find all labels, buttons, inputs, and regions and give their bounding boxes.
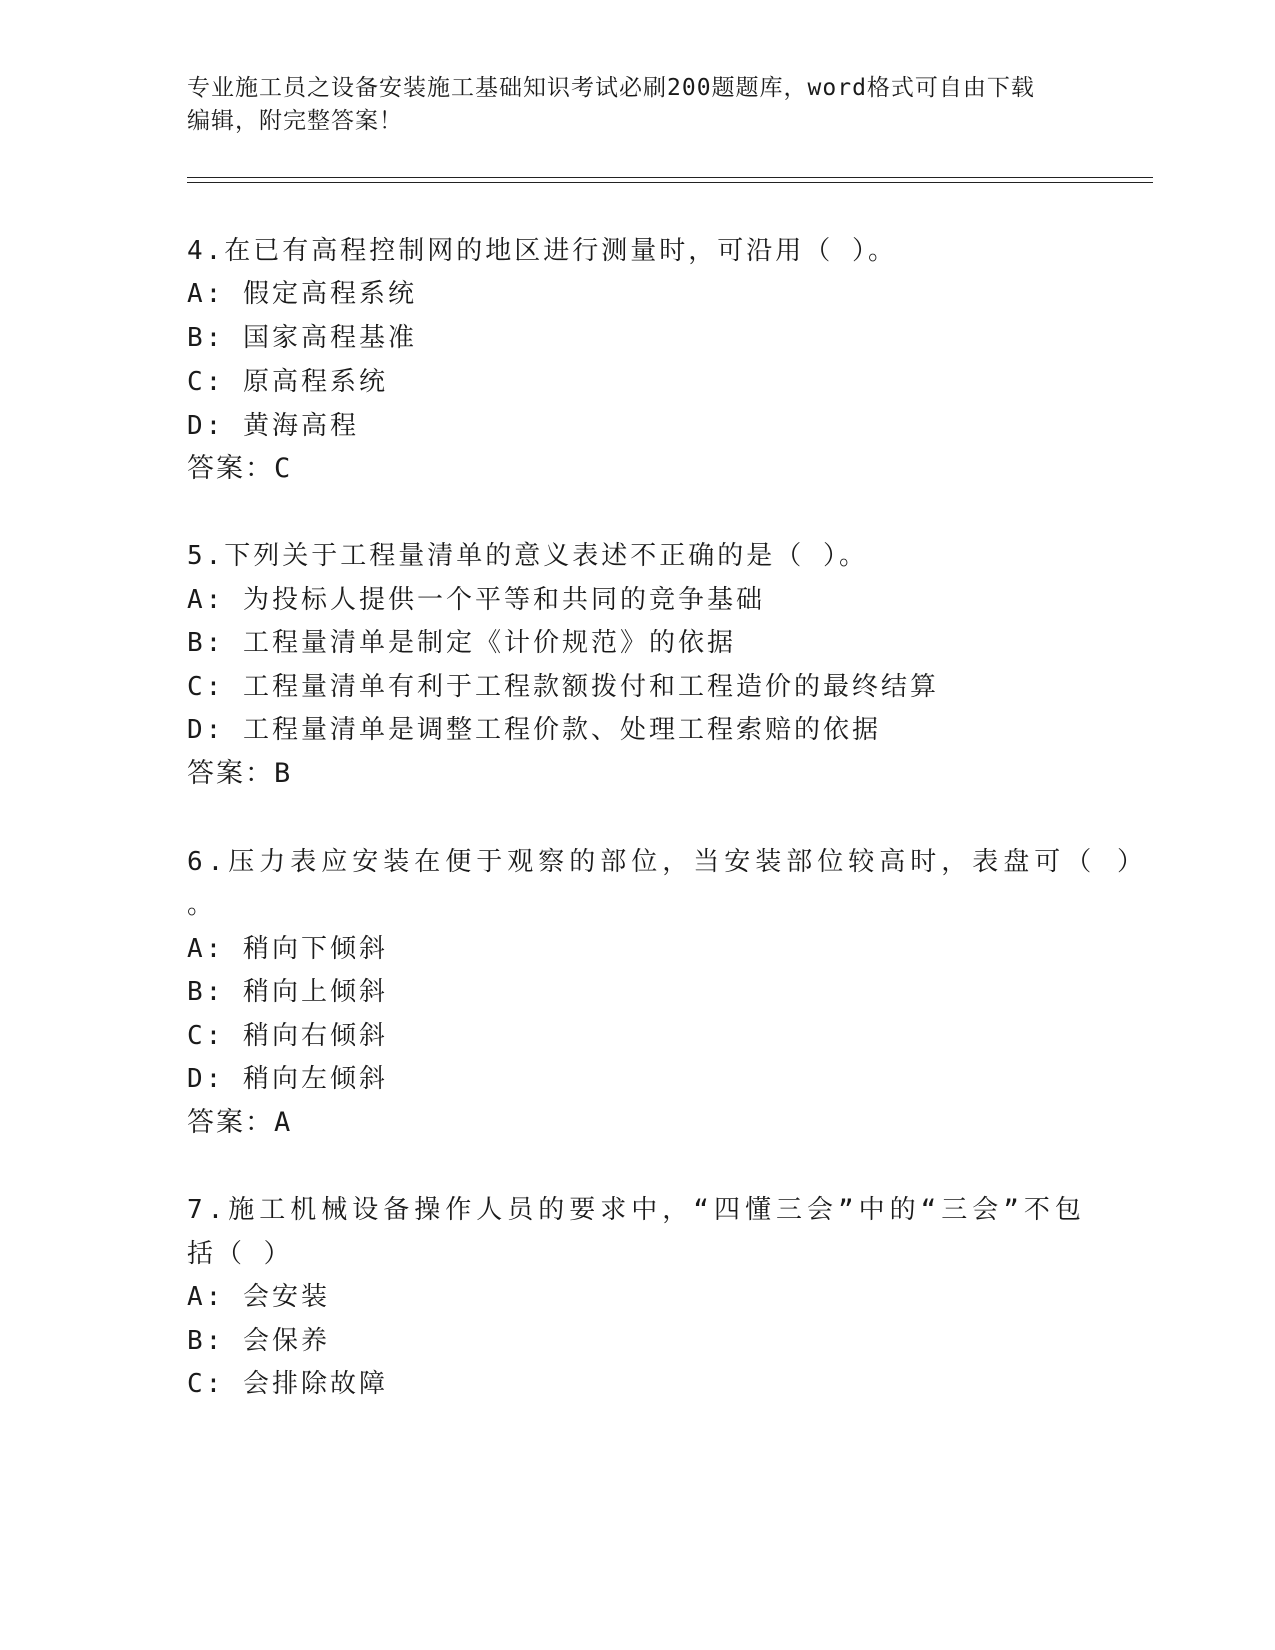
question-4-option-b: B: 国家高程基准 bbox=[187, 323, 417, 353]
question-5-answer bbox=[187, 758, 291, 790]
question-6-stem-line-2: 。 bbox=[187, 890, 217, 920]
question-4-answer bbox=[187, 453, 291, 485]
answer-value: C bbox=[274, 453, 292, 484]
question-5-option-a: A: 为投标人提供一个平等和共同的竞争基础 bbox=[187, 585, 765, 615]
question-5-option-d: D: 工程量清单是调整工程价款、处理工程索赔的依据 bbox=[187, 715, 881, 745]
header-line-2: 编辑，附完整答案！ bbox=[187, 108, 403, 134]
question-4-stem: 4.在已有高程控制网的地区进行测量时，可沿用（ ）。 bbox=[187, 236, 897, 266]
question-6-stem-line-1: 6.压力表应安装在便于观察的部位，当安装部位较高时，表盘可（ ） bbox=[187, 847, 1148, 877]
header-divider-bottom bbox=[187, 182, 1153, 183]
document-header bbox=[187, 72, 1087, 138]
question-5-option-c: C: 工程量清单有利于工程款额拨付和工程造价的最终结算 bbox=[187, 672, 939, 702]
question-7-option-c: C: 会排除故障 bbox=[187, 1369, 388, 1399]
question-7-stem-line-2: 括（ ） bbox=[187, 1239, 293, 1269]
question-4-option-a: A: 假定高程系统 bbox=[187, 279, 417, 309]
answer-label: 答案： bbox=[187, 453, 274, 484]
question-6-option-c: C: 稍向右倾斜 bbox=[187, 1021, 388, 1051]
question-7-option-b: B: 会保养 bbox=[187, 1326, 330, 1356]
answer-value: A bbox=[274, 1107, 292, 1138]
question-6-option-d: D: 稍向左倾斜 bbox=[187, 1064, 388, 1094]
answer-label: 答案： bbox=[187, 1107, 274, 1138]
question-4-option-c: C: 原高程系统 bbox=[187, 367, 388, 397]
answer-value: B bbox=[274, 758, 292, 789]
header-divider-top bbox=[187, 177, 1153, 178]
answer-label: 答案： bbox=[187, 758, 274, 789]
question-4-option-d: D: 黄海高程 bbox=[187, 411, 359, 441]
question-5-option-b: B: 工程量清单是制定《计价规范》的依据 bbox=[187, 628, 736, 658]
question-6-option-a: A: 稍向下倾斜 bbox=[187, 934, 388, 964]
header-line-1: 专业施工员之设备安装施工基础知识考试必刷200题题库，word格式可自由下载 bbox=[187, 75, 1035, 101]
question-5-stem: 5.下列关于工程量清单的意义表述不正确的是（ ）。 bbox=[187, 541, 868, 571]
question-6-answer bbox=[187, 1107, 291, 1139]
question-7-stem-line-1: 7.施工机械设备操作人员的要求中，“四懂三会”中的“三会”不包 bbox=[187, 1195, 1086, 1225]
question-6-option-b: B: 稍向上倾斜 bbox=[187, 977, 388, 1007]
question-7-option-a: A: 会安装 bbox=[187, 1282, 330, 1312]
